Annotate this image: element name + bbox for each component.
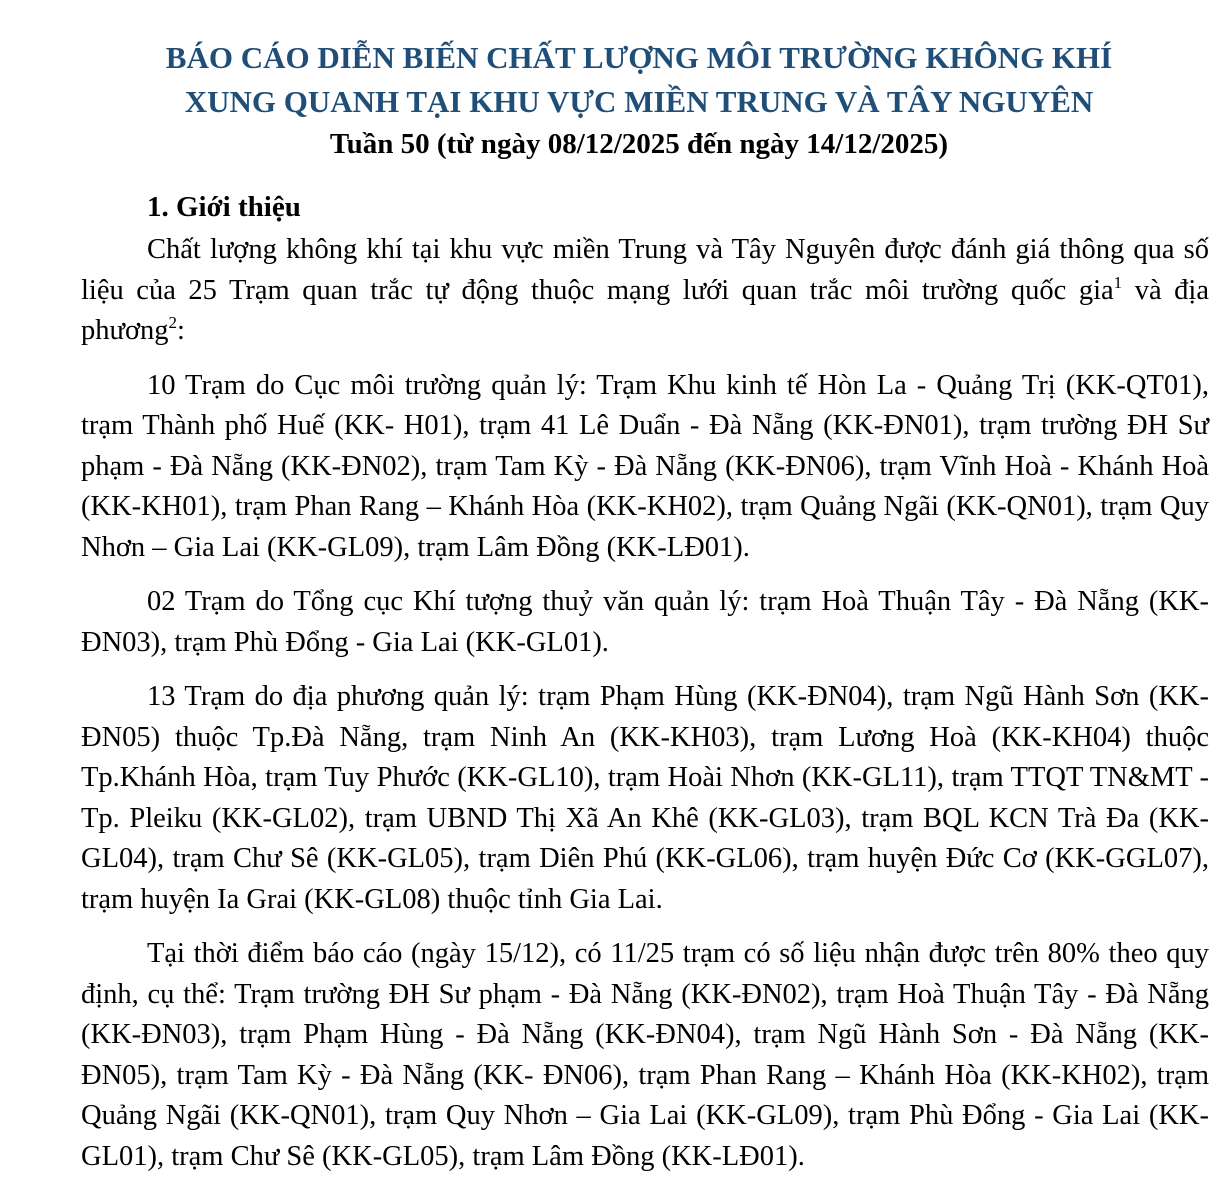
paragraph-tongcuc-stations: 02 Trạm do Tổng cục Khí tượng thuỷ văn quản lý: trạm Hoà Thuận Tây - Đà Nẵng (KK-ĐN03), trạm Phù Đổng - Gia Lai (KK-GL01). (81, 586, 1209, 658)
report-subtitle: Tuần 50 (từ ngày 08/12/2025 đến ngày 14/12/2025) (329, 128, 949, 160)
footnote-ref-2[interactable]: 2 (168, 313, 178, 332)
paragraph-cuc-stations: 10 Trạm do Cục môi trường quản lý: Trạm Khu kinh tế Hòn La - Quảng Trị (KK-QT01), trạm Thành phố Huế (KK- H01), trạm 41 Lê Duẩn - Đà Nẵng (KK-ĐN01), trạm trường ĐH Sư phạm - Đà Nẵng (KK-ĐN02), trạm Tam Kỳ - Đà Nẵng (KK-ĐN06), trạm Vĩnh Hoà - Khánh Hoà (KK-KH01), trạm Phan Rang – Khánh Hòa (KK-KH02), trạm Quảng Ngãi (KK-QN01), trạm Quy Nhơn – Gia Lai (KK-GL09), trạm Lâm Đồng (KK-LĐ01). (81, 369, 1209, 563)
paragraph-local-stations: 13 Trạm do địa phương quản lý: trạm Phạm Hùng (KK-ĐN04), trạm Ngũ Hành Sơn (KK-ĐN05) thuộc Tp.Đà Nẵng, trạm Ninh An (KK-KH03), trạm Lương Hoà (KK-KH04) thuộc Tp.Khánh Hòa, trạm Tuy Phước (KK-GL10), trạm Hoài Nhơn (KK-GL11), trạm TTQT TN&MT - Tp. Pleiku (KK-GL02), trạm UBND Thị Xã An Khê (KK-GL03), trạm BQL KCN Trà Đa (KK-GL04), trạm Chư Sê (KK-GL05), trạm Diên Phú (KK-GL06), trạm huyện Đức Cơ (KK-GGL07), trạm huyện Ia Grai (KK-GL08) thuộc tỉnh Gia Lai. (81, 681, 1209, 915)
section-heading-intro: 1. Giới thiệu (147, 191, 301, 223)
intro-text-c: : (177, 315, 185, 346)
paragraph-data-status: Tại thời điểm báo cáo (ngày 15/12), có 11/25 trạm có số liệu nhận được trên 80% theo quy định, cụ thể: Trạm trường ĐH Sư phạm - Đà Nẵng (KK-ĐN02), trạm Hoà Thuận Tây - Đà Nẵng (KK-ĐN03), trạm Phạm Hùng - Đà Nẵng (KK-ĐN04), trạm Ngũ Hành Sơn - Đà Nẵng (KK-ĐN05), trạm Tam Kỳ - Đà Nẵng (KK- ĐN06), trạm Phan Rang – Khánh Hòa (KK-KH02), trạm Quảng Ngãi (KK-QN01), trạm Quy Nhơn – Gia Lai (KK-GL09), trạm Phù Đổng - Gia Lai (KK-GL01), trạm Chư Sê (KK-GL05), trạm Lâm Đồng (KK-LĐ01). (81, 938, 1209, 1172)
footnote-ref-1[interactable]: 1 (1113, 272, 1123, 292)
intro-text-b: và địa phương (81, 274, 1209, 346)
intro-text-a: Chất lượng không khí tại khu vực miền Trung và Tây Nguyên được đánh giá thông qua số liệu của 25 Trạm quan trắc tự động thuộc mạng lưới quan trắc môi trường quốc gia (81, 234, 1209, 306)
intro-paragraph (81, 230, 1209, 352)
report-title-line-1: BÁO CÁO DIỄN BIẾN CHẤT LƯỢNG MÔI TRƯỜNG KHÔNG KHÍ (165, 40, 1113, 75)
report-title-line-2: XUNG QUANH TẠI KHU VỰC MIỀN TRUNG VÀ TÂY NGUYÊN (184, 84, 1094, 119)
